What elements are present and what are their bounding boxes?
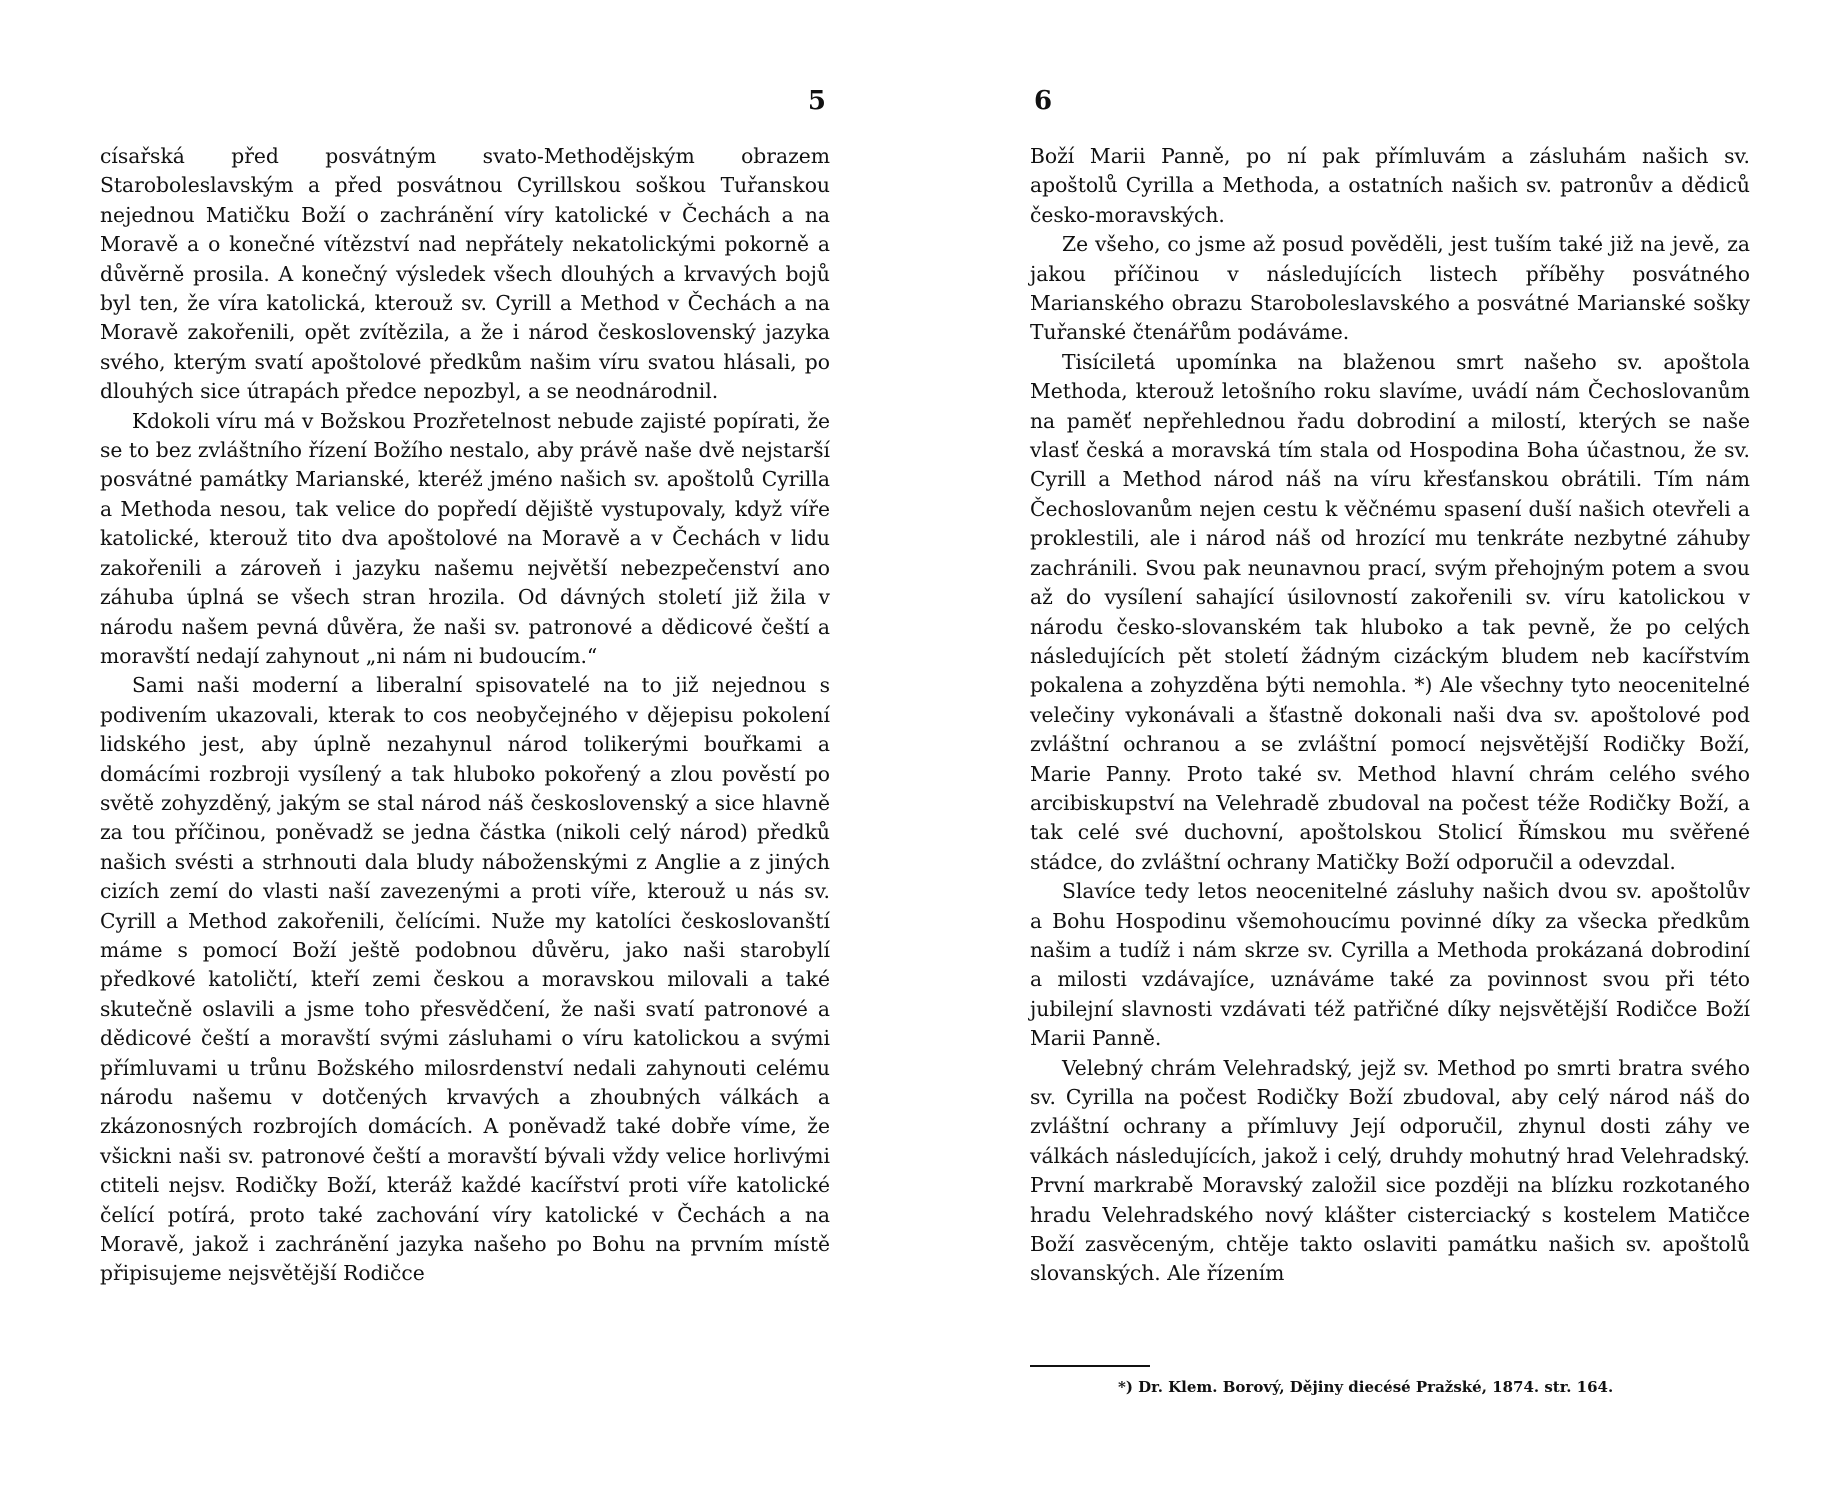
paragraph: Kdokoli víru má v Božskou Prozřetelnost nebude zajisté popírati, že se to bez zvláštního řízení Božího nestalo, aby právě naše dvě nejstarší posvátné památky Marianské, kteréž jméno našich sv. apoštolů Cyrilla a Methoda nesou, tak velice do popředí dějiště vystupovaly, když víře katolické, kterouž tito dva apoštolové na Moravě a v Čechách v lidu zakořenili a zároveň i jazyku našemu největší nebezpečenství ano záhuba úplná se všech stran hrozila. Od dávných století již žila v národu našem pevná důvěra, že naši sv. patronové a dědicové čeští a moravští nedají zahynout „ni nám ni budoucím.“ — [100, 408, 830, 668]
paragraph: císařská před posvátným svato-Methodějským obrazem Staroboleslavským a před posvátnou Cyrillskou soškou Tuřanskou nejednou Matičku Boží o zachránění víry katolické v Čechách a na Moravě a o konečné vítězství nad nepřátely nekatolickými pokorně a důvěrně prosila. A konečný výsledek všech dlouhých a krvavých bojů byl ten, že víra katolická, kterouž sv. Cyrill a Method v Čechách a na Moravě zakořenili, opět zvítězila, a že i národ československý jazyka svého, kterým svatí apoštolové předkům našim víru svatou hlásali, po dlouhých sice útrapách předce nepozbyl, a se neodnárodnil. — [100, 144, 830, 404]
footnote-divider — [1030, 1365, 1150, 1367]
paragraph: Ze všeho, co jsme až posud pověděli, jest tuším také již na jevě, za jakou příčinou v následujících listech příběhy posvátného Marianského obrazu Staroboleslavského a posvátné Marianské sošky Tuřanské čtenářům podáváme. — [1030, 232, 1750, 345]
paragraph: Velebný chrám Velehradský, jejž sv. Method po smrti bratra svého sv. Cyrilla na počest Rodičky Boží zbudoval, aby celý národ náš do zvláštní ochrany a přímluvy Její odporučil, zhynul dosti záhy ve válkách následujících, jakož i celý, druhdy mohutný hrad Velehradský. První markrabě Moravský založil sice později na blízku rozkotaného hradu Velehradského nový klášter cisterciacký s kostelem Matičce Boží zasvěceným, chtěje takto oslaviti památku našich sv. apoštolů slovanských. Ale řízením — [1030, 1055, 1750, 1286]
page-number-left: 5 — [807, 86, 826, 116]
page-number-right: 6 — [1034, 86, 1053, 116]
right-page-text — [1030, 142, 1750, 1289]
left-page-text — [100, 142, 830, 1289]
paragraph: Sami naši moderní a liberalní spisovatelé na to již nejednou s podivením ukazovali, kterak to cos neobyčejného v dějepisu pokolení lidského jest, aby úplně nezahynul národ tolikerými bouřkami a domácími rozbroji vysílený a tak hluboko pokořený a zlou pověstí po světě zohyzděný, jakým se stal národ náš československý a sice hlavně za tou příčinou, poněvadž se jedna částka (nikoli celý národ) předků našich svésti a strhnouti dala bludy náboženskými z Anglie a z jiných cizích zemí do vlasti naší zavezenými a proti víře, kterouž u nás sv. Cyrill a Method zakořenili, čelícími. Nuže my katolíci českoslovanští máme s pomocí Boží ještě podobnou důvěru, jako naši starobylí předkové katoličtí, kteří zemi českou a moravskou milovali a také skutečně oslavili a jsme toho přesvědčení, že naši svatí patronové a dědicové čeští a moravští svými zásluhami o víru katolickou a svými přímluvami u trůnu Božského milosrdenství nedali zahynouti celému národu našemu v dotčených krvavých a zhoubných válkách a zkázonosných rozbrojích domácích. A poněvadž také dobře víme, že všickni naši sv. patronové čeští a moravští bývali vždy velice horlivými ctiteli nejsv. Rodičky Boží, kteráž každé kacířství proti víře katolické čelící potírá, proto také zachování víry katolické v Čechách a na Moravě, jakož i zachránění jazyka našeho po Bohu na prvním místě připisujeme nejsvětější Rodičce — [100, 673, 830, 1286]
paragraph: Tisíciletá upomínka na blaženou smrt našeho sv. apoštola Methoda, kterouž letošního roku slavíme, uvádí nám Čechoslovanům na paměť nepřehlednou řadu dobrodiní a milostí, kterých se naše vlasť česká a moravská tím stala od Hospodina Boha účastnou, že sv. Cyrill a Method národ náš na víru křesťanskou obrátili. Tím nám Čechoslovanům nejen cestu k věčnému spasení duší našich otevřeli a proklestili, ale i národ náš od hrozící mu tenkráte nezbytné záhuby zachránili. Svou pak neunavnou prací, svým přehojným potem a svou až do vysílení sahající úsilovností zakořenili sv. víru katolickou v národu česko-slovanském tak hluboko a tak pevně, že po celých následujících pět století žádným cizáckým bludem neb kacířstvím pokalena a zohyzděna býti nemohla. *) Ale všechny tyto neocenitelné velečiny vykonávali a šťastně dokonali naši dva sv. apoštolové pod zvláštní ochranou a se zvláštní pomocí nejsvětější Rodičky Boží, Marie Panny. Proto také sv. Method hlavní chrám celého svého arcibiskupství na Velehradě zbudoval na počest téže Rodičky Boží, a tak celé své duchovní, apoštolskou Stolicí Římskou mu svěřené stádce, do zvláštní ochrany Matičky Boží odporučil a odevzdal. — [1030, 349, 1750, 874]
footnote: *) Dr. Klem. Borový, Dějiny diecésé Pražské, 1874. str. 164. — [1118, 1378, 1614, 1396]
paragraph: Slavíce tedy letos neocenitelné zásluhy našich dvou sv. apoštolův a Bohu Hospodinu všemohoucímu povinné díky za všecka předkům našim a tudíž i nám skrze sv. Cyrilla a Methoda prokázaná dobrodiní a milosti vzdávajíce, uznáváme také za povinnost svou při této jubilejní slavnosti vzdávati též patřičné díky nejsvětější Rodičce Boží Marii Panně. — [1030, 879, 1750, 1051]
paragraph: Boží Marii Panně, po ní pak přímluvám a zásluhám našich sv. apoštolů Cyrilla a Methoda, a ostatních našich sv. patronův a dědiců česko-moravských. — [1030, 144, 1750, 227]
